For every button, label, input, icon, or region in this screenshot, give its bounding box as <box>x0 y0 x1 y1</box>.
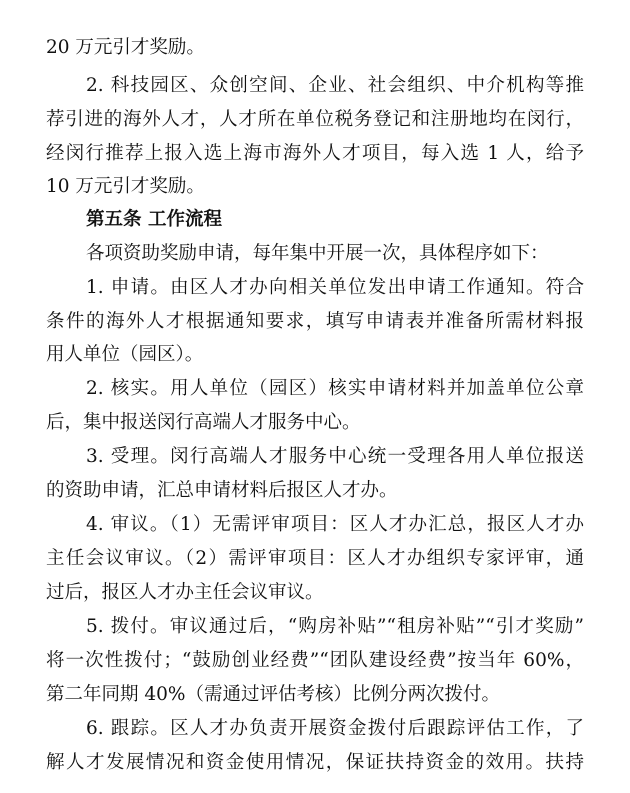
text-line: 2. 科技园区、众创空间、企业、社会组织、中介机构等推 <box>86 75 584 96</box>
text-line: 荐引进的海外人才，人才所在单位税务登记和注册地均在闵行， <box>46 109 584 130</box>
text-line: 的资助申请，汇总申请材料后报区人才办。 <box>46 480 398 501</box>
text-line: 6. 跟踪。区人才办负责开展资金拨付后跟踪评估工作，了 <box>86 718 584 739</box>
text-line: 解人才发展情况和资金使用情况，保证扶持资金的效用。扶持 <box>46 752 584 773</box>
text-line: 3. 受理。闵行高端人才服务中心统一受理各用人单位报送 <box>86 446 584 467</box>
text-line: 10 万元引才奖励。 <box>46 176 205 197</box>
section-heading: 第五条 工作流程 <box>86 209 222 230</box>
text-line: 将一次性拨付；“鼓励创业经费”“团队建设经费”按当年 60%， <box>46 650 584 671</box>
text-line: 1. 申请。由区人才办向相关单位发出申请工作通知。符合 <box>86 277 584 298</box>
text-line: 后，集中报送闵行高端人才服务中心。 <box>46 412 361 433</box>
text-line: 20 万元引才奖励。 <box>46 37 205 58</box>
text-line: 5. 拨付。审议通过后，“购房补贴”“租房补贴”“引才奖励” <box>86 616 584 637</box>
text-line: 第二年同期 40%（需通过评估考核）比例分两次拨付。 <box>46 684 501 705</box>
text-line: 条件的海外人才根据通知要求，填写申请表并准备所需材料报 <box>46 311 584 332</box>
text-line: 4. 审议。（1）无需评审项目：区人才办汇总，报区人才办 <box>86 514 584 535</box>
text-line: 经闵行推荐上报入选上海市海外人才项目，每入选 1 人，给予 <box>46 143 584 164</box>
text-line: 2. 核实。用人单位（园区）核实申请材料并加盖单位公章 <box>86 378 584 399</box>
text-line: 主任会议审议。（2）需评审项目：区人才办组织专家评审，通 <box>46 548 584 569</box>
text-line: 用人单位（园区）。 <box>46 344 204 365</box>
text-line: 过后，报区人才办主任会议审议。 <box>46 582 324 603</box>
text-line: 各项资助奖励申请，每年集中开展一次，具体程序如下： <box>86 243 549 264</box>
